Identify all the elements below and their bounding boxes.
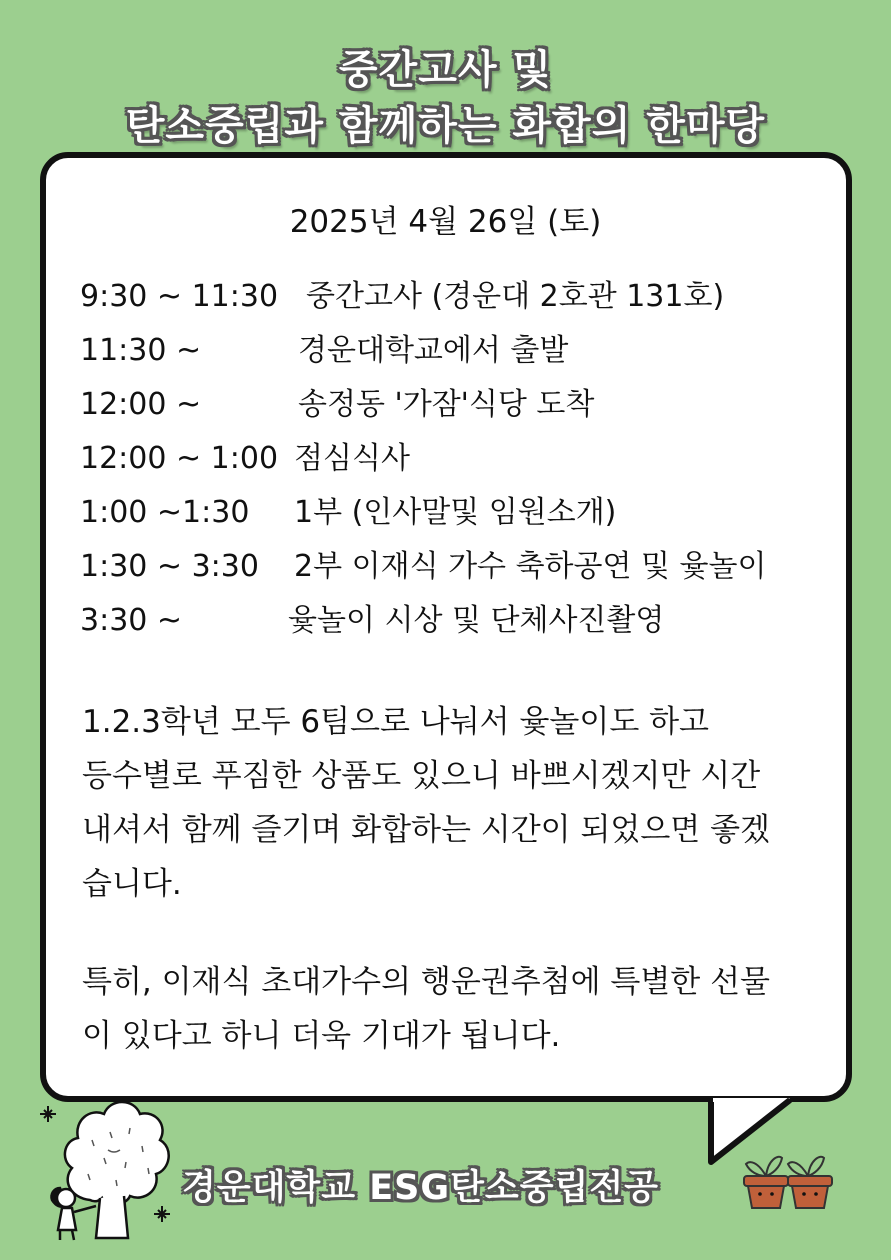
paragraph-line: 등수별로 푸짐한 상품도 있으니 바쁘시겠지만 시간	[82, 758, 761, 794]
schedule-desc: 1부 (인사말및 임원소개)	[294, 495, 617, 530]
schedule-desc: 윷놀이 시상 및 단체사진촬영	[288, 603, 665, 638]
paragraph-line: 내셔서 함께 즐기며 화합하는 시간이 되었으면 좋겠	[82, 812, 770, 848]
schedule-time: 12:00 ~	[80, 387, 202, 422]
schedule-desc: 2부 이재식 가수 축하공연 및 윷놀이	[294, 549, 767, 584]
sprout-pots-illustration	[742, 1142, 834, 1212]
title-line-1: 중간고사 및	[338, 47, 553, 93]
schedule-desc: 송정동 '가잠'식당 도착	[298, 387, 595, 422]
paragraph-line: 이 있다고 하니 더욱 기대가 됩니다.	[82, 1018, 561, 1054]
event-date: 2025년 4월 26일 (토)	[289, 204, 602, 240]
paragraph-line: 습니다.	[82, 866, 182, 902]
schedule-time: 9:30 ~ 11:30	[80, 279, 279, 314]
info-paragraph-2	[82, 955, 822, 1063]
info-paragraph-1	[82, 695, 822, 911]
schedule-time: 1:00 ~1:30	[80, 495, 250, 530]
schedule-desc: 중간고사 (경운대 2호관 131호)	[306, 279, 725, 314]
schedule-time: 11:30 ~	[80, 333, 202, 368]
title-line-2: 탄소중립과 함께하는 화합의 한마당	[125, 103, 766, 149]
tree-hug-illustration	[30, 1080, 180, 1250]
footer-org: 경운대학교 ESG탄소중립전공	[182, 1168, 659, 1208]
paragraph-line: 1.2.3학년 모두 6팀으로 나눠서 윷놀이도 하고	[82, 704, 710, 740]
schedule-time: 3:30 ~	[80, 603, 183, 638]
schedule-time: 12:00 ~ 1:00	[80, 441, 279, 476]
schedule-time: 1:30 ~ 3:30	[80, 549, 259, 584]
schedule-desc: 점심식사	[294, 441, 410, 476]
paragraph-line: 특히, 이재식 초대가수의 행운권추첨에 특별한 선물	[82, 964, 770, 1000]
schedule-desc: 경운대학교에서 출발	[298, 333, 569, 368]
